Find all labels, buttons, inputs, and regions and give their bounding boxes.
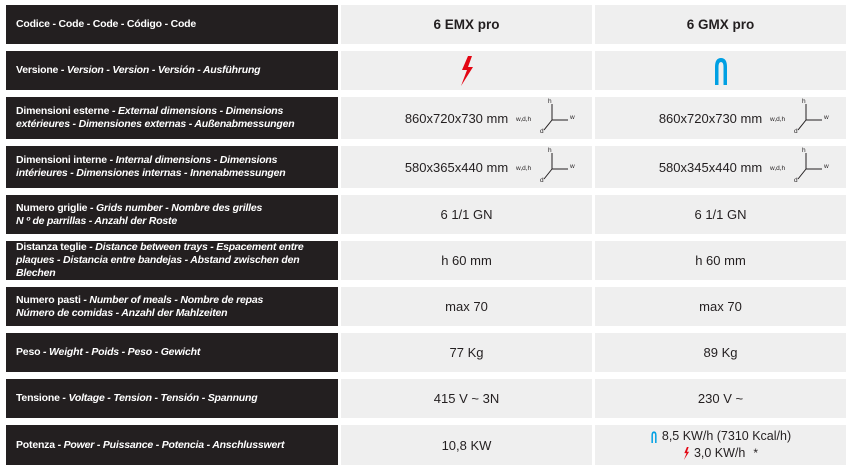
row-label-dim-esterne: Dimensioni esterne - External dimensions - Dimensions extérieures - Dimensiones externas - Außenabmessungen xyxy=(6,97,338,139)
row-label-versione: Versione - Version - Version - Versión - Ausführung xyxy=(6,51,338,90)
tensione-col2: 230 V ~ xyxy=(595,379,846,418)
row-label-griglie: Numero griglie - Grids number - Nombre des grilles N º de parrillas - Anzahl der Roste xyxy=(6,195,338,234)
dim-esterne-value: 860x720x730 mm xyxy=(404,110,509,126)
header-row xyxy=(6,5,846,44)
versione-col1 xyxy=(341,51,592,90)
row-pasti xyxy=(6,287,846,326)
dim-esterne-col2 xyxy=(595,97,846,139)
row-dim-interne xyxy=(6,146,846,188)
row-label-pasti: Numero pasti - Number of meals - Nombre de repas Número de comidas - Anzahl der Mahlzeiten xyxy=(6,287,338,326)
row-tensione xyxy=(6,379,846,418)
peso-col2: 89 Kg xyxy=(595,333,846,372)
distanza-col2: h 60 mm xyxy=(595,241,846,280)
axes-diagram-icon: w,d,h h w d xyxy=(516,98,575,135)
potenza-elec-value: 3,0 KW/h xyxy=(693,446,746,460)
gas-flame-icon xyxy=(650,431,658,443)
row-label-distanza: Distanza teglie - Distance between trays - Espacement entre plaques - Distancia entre bandejas - Abstand zwischen den Blechen xyxy=(6,241,338,280)
header-6gmx: 6 GMX pro xyxy=(595,5,846,44)
dim-interne-value: 580x365x440 mm xyxy=(404,159,509,175)
distanza-col1: h 60 mm xyxy=(341,241,592,280)
row-label-dim-interne: Dimensioni interne - Internal dimensions - Dimensions intérieures - Dimensiones internas - Innenabmessungen xyxy=(6,146,338,188)
header-6emx: 6 EMX pro xyxy=(341,5,592,44)
dim-interne-col1 xyxy=(341,146,592,188)
dim-esterne-col1 xyxy=(341,97,592,139)
axes-diagram-icon: w,d,h h w d xyxy=(770,147,829,184)
electric-bolt-icon xyxy=(459,56,475,86)
footnote-star: * xyxy=(753,446,759,460)
potenza-col2 xyxy=(595,425,846,465)
row-peso xyxy=(6,333,846,372)
pasti-col1: max 70 xyxy=(341,287,592,326)
row-label-tensione: Tensione - Voltage - Tension - Tensión - Spannung xyxy=(6,379,338,418)
peso-col1: 77 Kg xyxy=(341,333,592,372)
potenza-gas-value: 8,5 KW/h (7310 Kcal/h) xyxy=(661,429,792,443)
electric-bolt-icon xyxy=(683,447,690,460)
row-versione xyxy=(6,51,846,90)
axes-diagram-icon: w,d,h h w d xyxy=(516,147,575,184)
griglie-col1: 6 1/1 GN xyxy=(341,195,592,234)
dim-esterne-value: 860x720x730 mm xyxy=(658,110,763,126)
pasti-col2: max 70 xyxy=(595,287,846,326)
row-label-peso: Peso - Weight - Poids - Peso - Gewicht xyxy=(6,333,338,372)
versione-col2 xyxy=(595,51,846,90)
row-label-codice: Codice - Code - Code - Código - Code xyxy=(6,5,338,44)
gas-flame-icon xyxy=(713,57,729,85)
dim-interne-col2 xyxy=(595,146,846,188)
row-griglie xyxy=(6,195,846,234)
row-distanza xyxy=(6,241,846,280)
spec-table xyxy=(6,5,846,465)
row-potenza xyxy=(6,425,846,465)
row-dim-esterne xyxy=(6,97,846,139)
dim-interne-value: 580x345x440 mm xyxy=(658,159,763,175)
axes-diagram-icon: w,d,h h w d xyxy=(770,98,829,135)
griglie-col2: 6 1/1 GN xyxy=(595,195,846,234)
row-label-potenza: Potenza - Power - Puissance - Potencia - Anschlusswert xyxy=(6,425,338,465)
potenza-col1: 10,8 KW xyxy=(341,425,592,465)
tensione-col1: 415 V ~ 3N xyxy=(341,379,592,418)
